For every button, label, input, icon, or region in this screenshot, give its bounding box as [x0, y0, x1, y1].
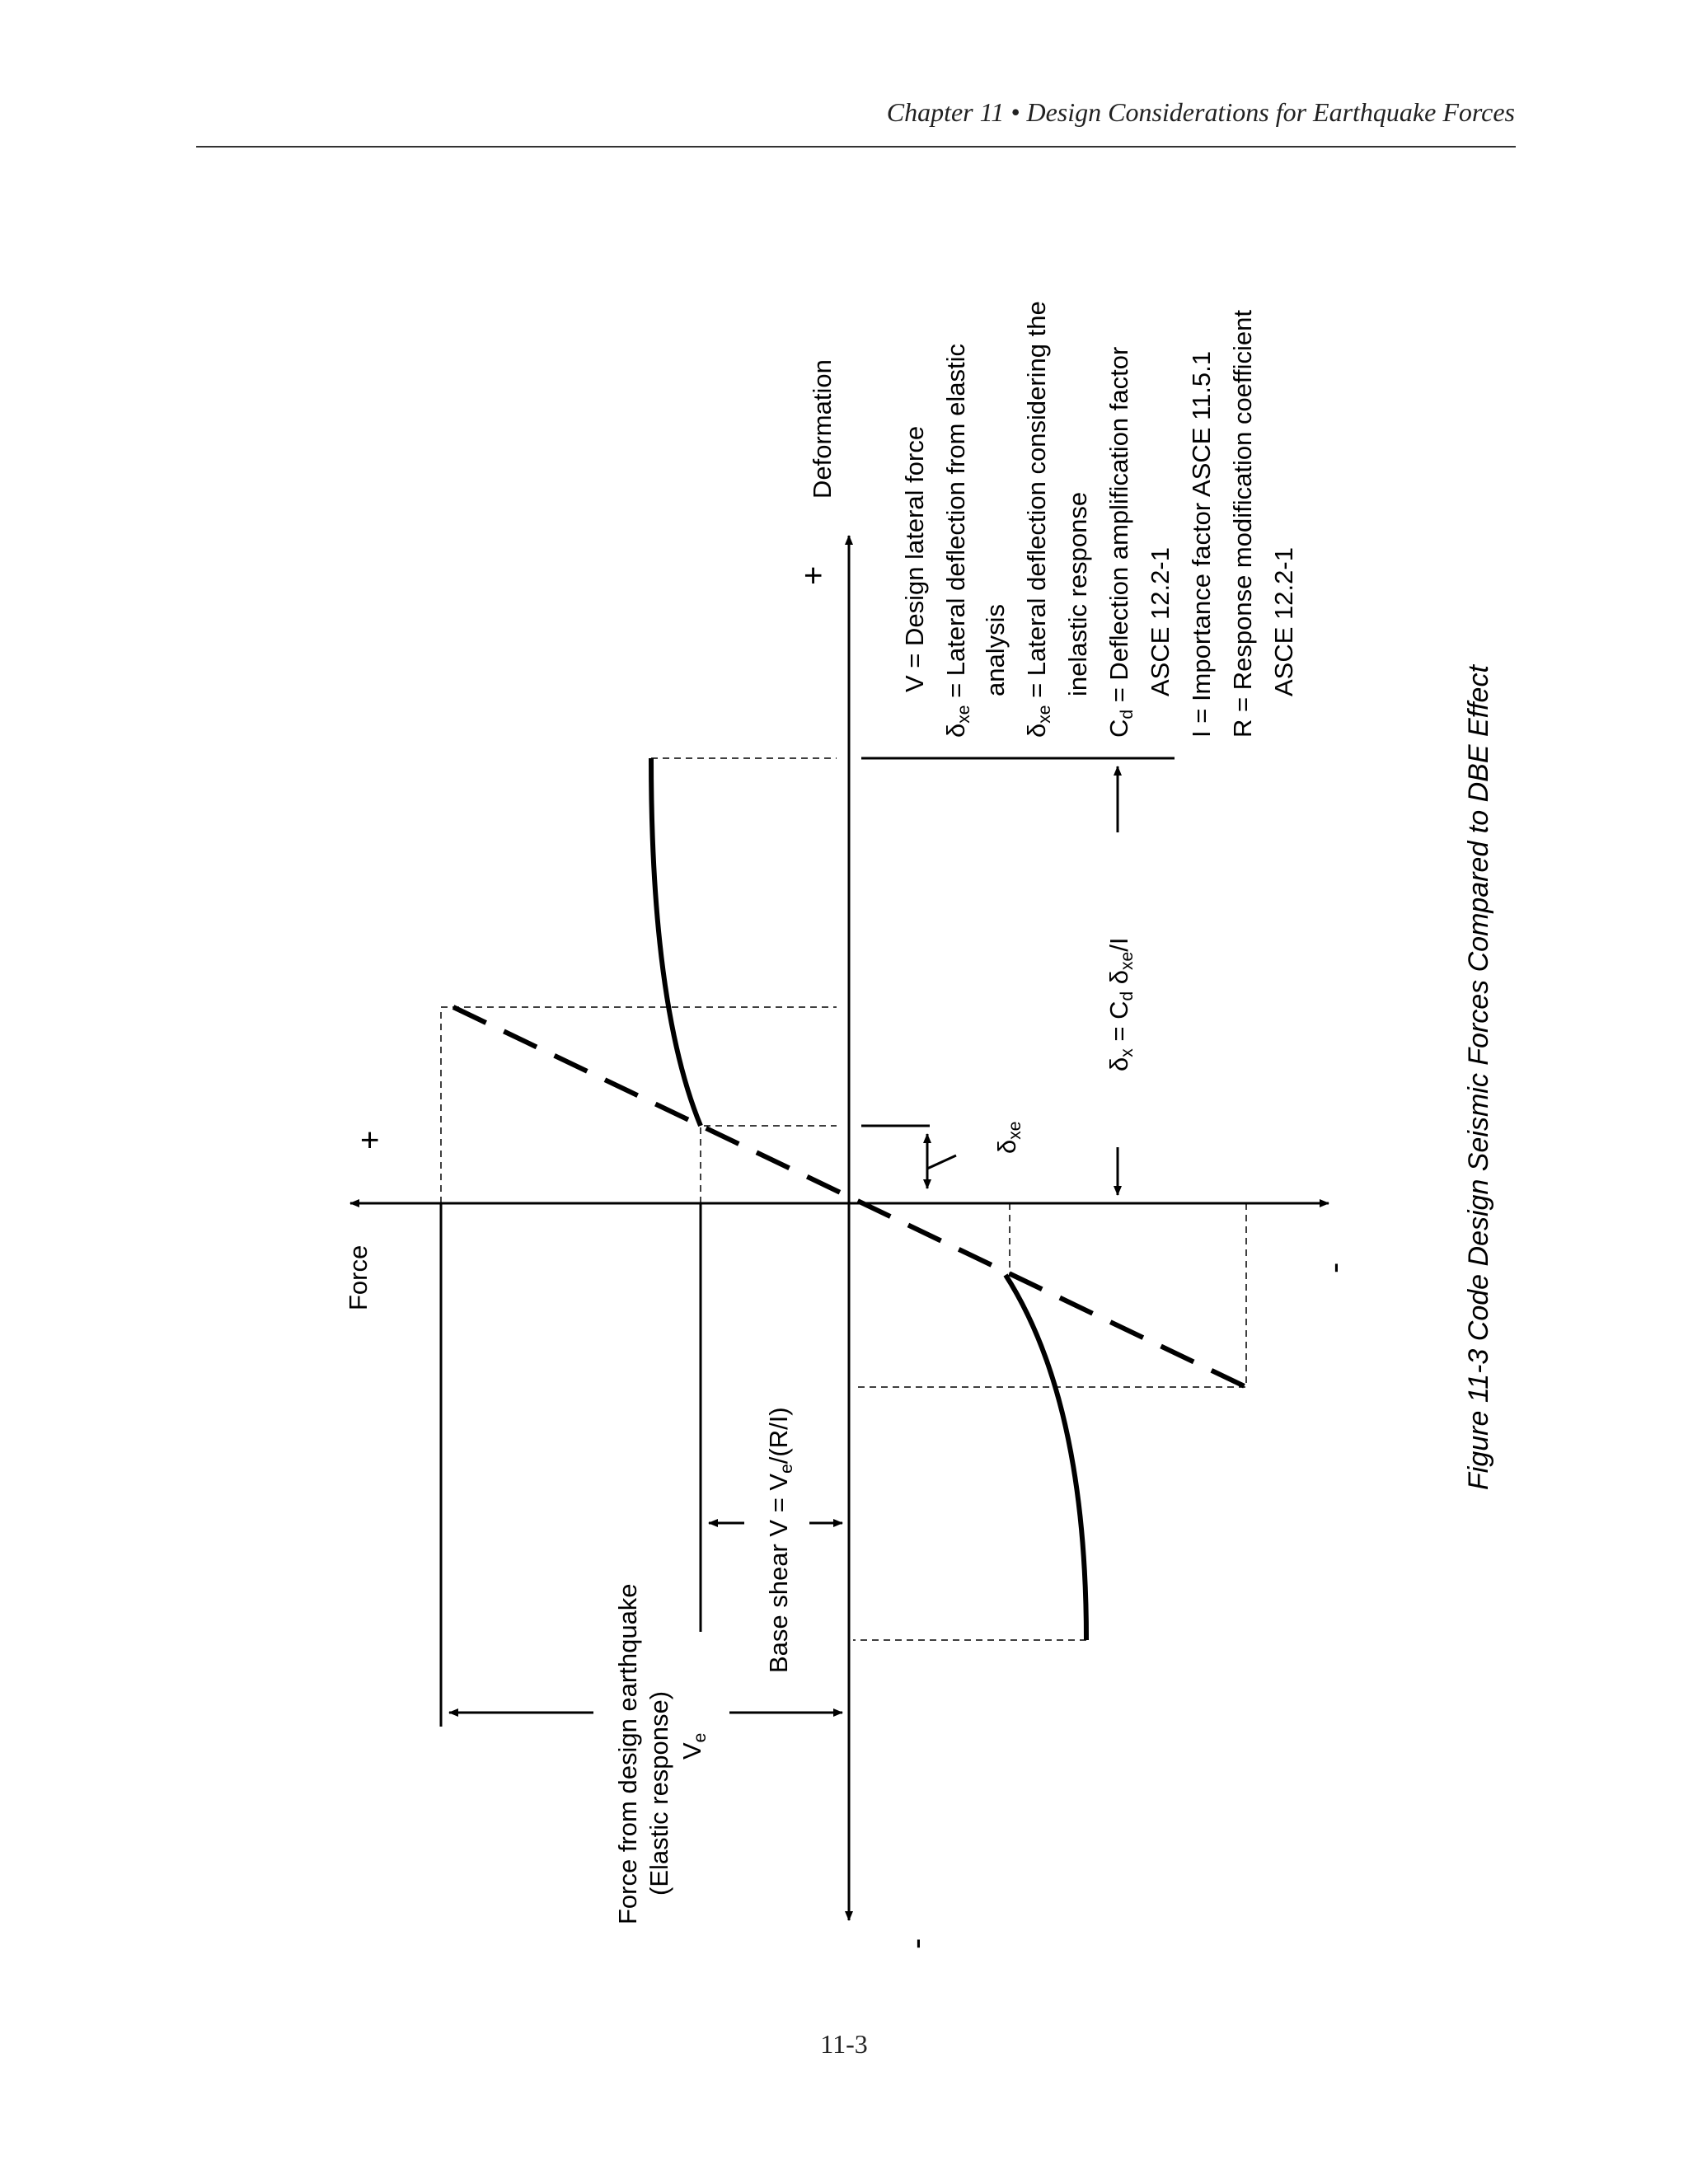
legend-cd-line2: ASCE 12.2-1	[1146, 547, 1175, 696]
figure-caption: Figure 11-3 Code Design Seismic Forces Compared to DBE Effect	[1463, 665, 1494, 1490]
inelastic-curve-upper	[651, 758, 701, 1126]
delta-xe-label: δxe	[992, 1121, 1025, 1154]
dimension-lines	[441, 758, 1175, 1727]
legend-dxe-line2: analysis	[981, 604, 1010, 696]
chapter-header: Chapter 11 • Design Considerations for Earthquake Forces	[886, 97, 1515, 127]
legend-i: I = Importance factor ASCE 11.5.1	[1187, 351, 1216, 738]
deformation-plus-sign: +	[795, 565, 832, 585]
legend-dxe-line1: δxe = Lateral deflection from elastic	[941, 344, 973, 738]
base-shear-label: Base shear V = Ve/(R/I)	[764, 1407, 796, 1673]
legend-cd-line1: Cd = Deflection amplification factor	[1104, 346, 1137, 738]
legend-dx-line2: inelastic response	[1063, 491, 1092, 696]
legend-r-line1: R = Response modification coefficient	[1228, 310, 1257, 738]
force-plus-sign: +	[352, 1130, 388, 1150]
legend-v: V = Design lateral force	[900, 425, 929, 692]
deformation-axis-label: Deformation	[808, 359, 837, 499]
elastic-force-label-line1: Force from design earthquake	[613, 1583, 642, 1924]
legend	[900, 301, 1298, 738]
force-axis-label: Force	[344, 1244, 373, 1310]
legend-r-line2: ASCE 12.2-1	[1269, 547, 1298, 696]
page-number: 11-3	[820, 2029, 868, 2059]
guide-lines	[441, 758, 1246, 1640]
inelastic-curve-lower	[1006, 1275, 1086, 1640]
elastic-force-label-line2: (Elastic response)	[645, 1690, 673, 1896]
legend-dx-line1: δxe = Lateral deflection considering the	[1022, 301, 1054, 738]
ve-label: Ve	[678, 1732, 710, 1760]
delta-x-formula: δx = Cd δxe/I	[1104, 937, 1137, 1071]
deformation-minus-sign: -	[898, 1938, 935, 1949]
force-minus-sign: -	[1316, 1262, 1353, 1273]
